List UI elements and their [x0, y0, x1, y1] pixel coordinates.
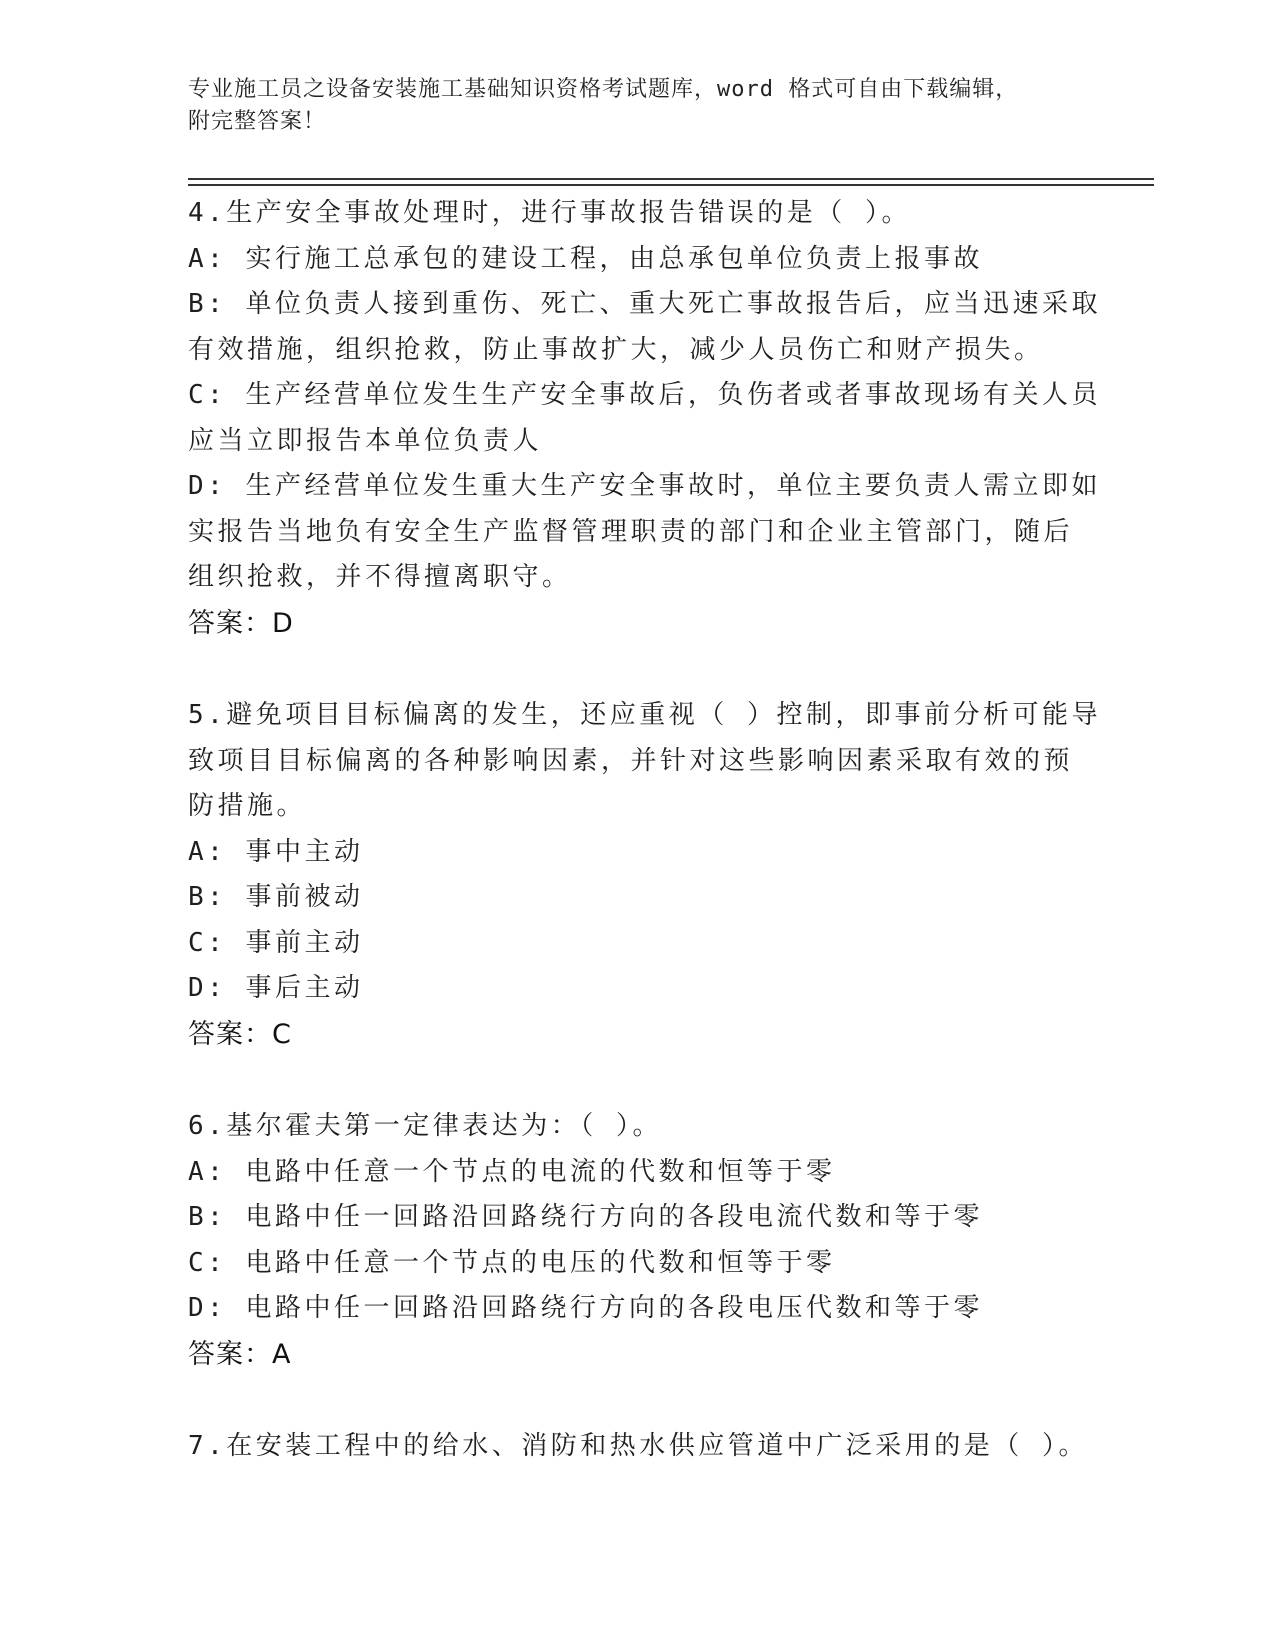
answer-label: 答案：D — [188, 607, 294, 639]
option-c — [188, 1241, 1088, 1287]
answer-label: 答案：C — [188, 1018, 292, 1050]
option-b — [188, 282, 1101, 373]
option-a — [188, 830, 1088, 876]
option-d — [188, 464, 1101, 601]
header-divider-top — [188, 178, 1154, 180]
option-d — [188, 966, 1088, 1012]
option-text: 应当立即报告本单位负责人 — [188, 425, 543, 456]
option-text: 组织抢救，并不得擅离职守。 — [188, 562, 572, 592]
option-c — [188, 373, 1101, 464]
option-b — [188, 875, 1088, 921]
question-text: 防措施。 — [188, 791, 307, 821]
option-text: D: 事后主动 — [188, 973, 364, 1003]
option-text: D: 生产经营单位发生重大生产安全事故时，单位主要负责人需立即如 — [188, 471, 1101, 501]
option-a — [188, 237, 1088, 283]
option-text: B: 电路中任一回路沿回路绕行方向的各段电流代数和等于零 — [188, 1202, 983, 1232]
question-text: 致项目目标偏离的各种影响因素，并针对这些影响因素采取有效的预 — [188, 745, 1074, 776]
option-text: D: 电路中任一回路沿回路绕行方向的各段电压代数和等于零 — [188, 1293, 983, 1323]
question-spacer — [188, 646, 1088, 693]
question-text: 5.避免项目目标偏离的发生，还应重视（ ）控制，即事前分析可能导 — [188, 700, 1101, 730]
option-text: 有效措施，组织抢救，防止事故扩大，减少人员伤亡和财产损失。 — [188, 334, 1044, 365]
option-text: C: 事前主动 — [188, 927, 364, 958]
option-text: C: 电路中任意一个节点的电压的代数和恒等于零 — [188, 1247, 836, 1278]
question-text: 4.生产安全事故处理时，进行事故报告错误的是（ ）。 — [188, 198, 911, 228]
question-text: 6.基尔霍夫第一定律表达为：（ ）。 — [188, 1111, 662, 1141]
option-text: A: 事中主动 — [188, 836, 364, 867]
question-text: 7.在安装工程中的给水、消防和热水供应管道中广泛采用的是（ ）。 — [188, 1431, 1088, 1461]
option-c — [188, 921, 1088, 967]
header-divider-bottom — [188, 184, 1154, 186]
option-b — [188, 1195, 1088, 1241]
option-text: A: 实行施工总承包的建设工程，由总承包单位负责上报事故 — [188, 243, 983, 274]
option-text: 实报告当地负有安全生产监督管理职责的部门和企业主管部门，随后 — [188, 516, 1074, 547]
document-header — [188, 74, 1068, 138]
question-list — [188, 191, 1101, 1470]
option-text: B: 单位负责人接到重伤、死亡、重大死亡事故报告后，应当迅速采取 — [188, 289, 1101, 319]
option-d — [188, 1286, 1088, 1332]
header-line-2: 附完整答案！ — [188, 109, 327, 134]
question-block — [188, 693, 1101, 1057]
answer-label: 答案：A — [188, 1338, 292, 1370]
option-text: C: 生产经营单位发生生产安全事故后，负伤者或者事故现场有关人员 — [188, 380, 1101, 410]
question-block — [188, 1424, 1088, 1470]
header-line-1: 专业施工员之设备安装施工基础知识资格考试题库，word 格式可自由下载编辑， — [188, 77, 1019, 102]
question-block — [188, 1104, 1088, 1377]
option-text: B: 事前被动 — [188, 882, 364, 912]
question-spacer — [188, 1377, 1088, 1424]
option-text: A: 电路中任意一个节点的电流的代数和恒等于零 — [188, 1156, 836, 1187]
option-a — [188, 1150, 1088, 1196]
question-spacer — [188, 1057, 1088, 1104]
question-block — [188, 191, 1101, 646]
